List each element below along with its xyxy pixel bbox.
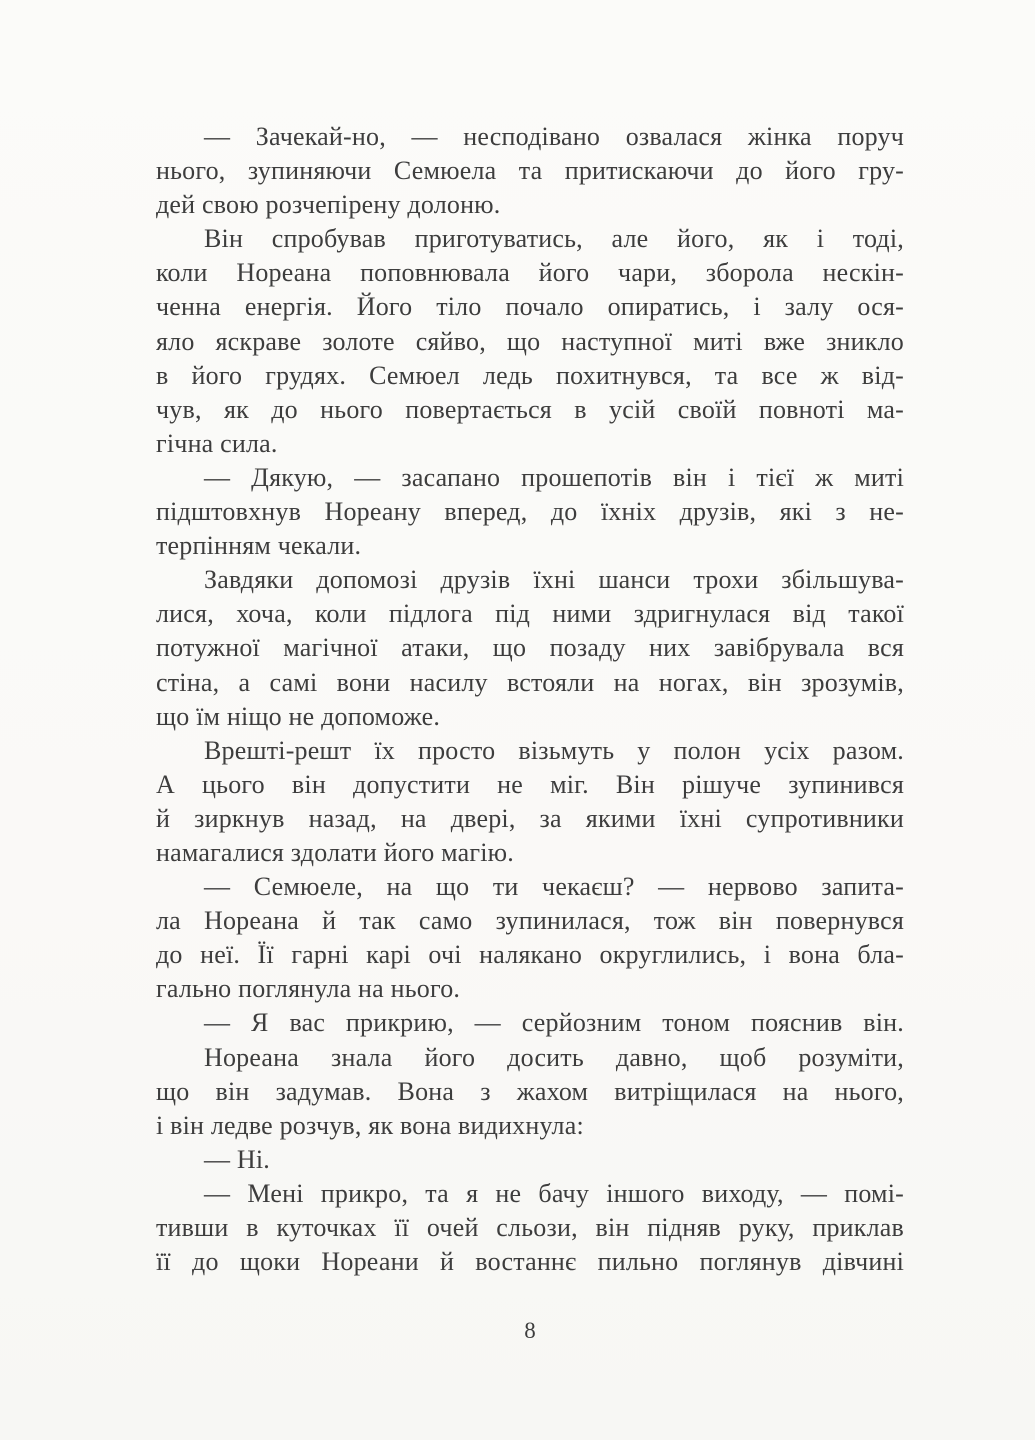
text-line: що їм ніщо не допоможе.: [156, 701, 441, 731]
text-line: до неї. Її гарні карі очі налякано округлились, і вона бла-: [156, 940, 904, 970]
text-line: підштовхнув Нореану вперед, до їхніх друзів, які з не-: [156, 497, 904, 527]
text-line: й зиркнув назад, на двері, за якими їхні супротивники: [156, 803, 904, 833]
text-line: — Я вас прикрию, — серйозним тоном пояснив він.: [204, 1008, 904, 1038]
text-line: в його грудях. Семюел ледь похитнувся, та все ж від-: [156, 360, 904, 390]
text-line: яло яскраве золоте сяйво, що наступної миті вже зникло: [156, 326, 904, 356]
text-line: — Зачекай-но, — несподівано озвалася жінка поруч: [204, 122, 904, 151]
text-block: [156, 120, 904, 1279]
text-line: що він задумав. Вона з жахом витріщилася на нього,: [156, 1076, 904, 1106]
text-line: Він спробував приготуватись, але його, як і тоді,: [204, 224, 904, 254]
text-line: ла Нореана й так само зупинилася, тож він повернувся: [156, 906, 904, 936]
text-line: — Ні.: [204, 1144, 270, 1174]
text-line: Врешті-решт їх просто візьмуть у полон усіх разом.: [204, 735, 904, 765]
text-line: намагалися здолати його магію.: [156, 837, 514, 867]
text-line: Нореана знала його досить давно, щоб розуміти,: [204, 1042, 904, 1072]
text-line: нього, зупиняючи Семюела та притискаючи до його гру-: [156, 156, 904, 186]
text-line: стіна, а самі вони насилу встояли на ногах, він зрозумів,: [156, 667, 904, 697]
text-line: і він ледве розчув, як вона видихнула:: [156, 1110, 584, 1140]
text-line: лися, хоча, коли підлога під ними здригнулася від такої: [156, 599, 904, 629]
text-line: чув, як до нього повертається в усій своїй повноті ма-: [156, 394, 904, 424]
text-line: гально поглянула на нього.: [156, 974, 461, 1004]
text-line: ченна енергія. Його тіло почало опиратись, і залу ося-: [156, 292, 904, 322]
text-line: дей свою розчепірену долоню.: [156, 190, 501, 220]
text-line: коли Нореана поповнювала його чари, зборола нескін-: [156, 258, 904, 288]
text-line: — Мені прикро, та я не бачу іншого виходу, — помі-: [204, 1178, 904, 1208]
text-line: тивши в куточках її очей сльози, він підняв руку, приклав: [156, 1213, 904, 1242]
text-line: терпінням чекали.: [156, 531, 362, 561]
text-line: потужної магічної атаки, що позаду них завібрувала вся: [156, 633, 904, 663]
page-number: 8: [524, 1318, 536, 1343]
text-line: — Дякую, — засапано прошепотів він і тієї ж миті: [204, 462, 904, 492]
text-line: А цього він допустити не міг. Він рішуче зупинився: [156, 769, 904, 799]
text-line: Завдяки допомозі друзів їхні шанси трохи збільшува-: [204, 565, 904, 595]
text-line: — Семюеле, на що ти чекаєш? — нервово запита-: [204, 872, 904, 902]
text-line: її до щоки Нореани й востаннє пильно поглянув дівчині: [156, 1247, 904, 1277]
text-line: гічна сила.: [156, 428, 278, 458]
